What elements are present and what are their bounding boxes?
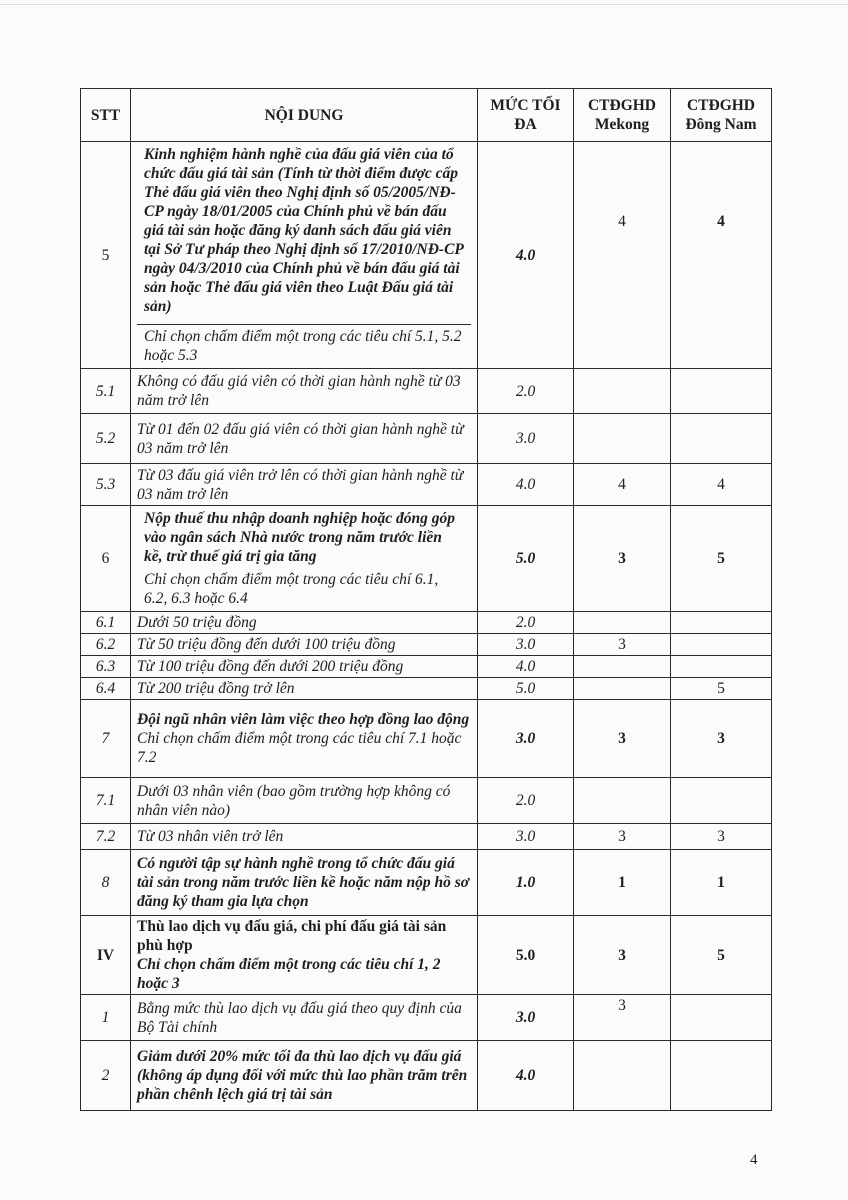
table-row (81, 634, 772, 656)
row-dong-nam-score (671, 656, 772, 678)
row-content (131, 995, 478, 1041)
table-row (81, 850, 772, 916)
row-max-score: 5.0 (478, 678, 574, 700)
row-dong-nam-score (671, 414, 772, 464)
page-number: 4 (750, 1152, 758, 1168)
row-stt: 6.2 (81, 634, 131, 656)
row-stt: IV (81, 916, 131, 995)
row-stt: 5.2 (81, 414, 131, 464)
row-mekong-score: 4 (574, 464, 671, 506)
header-dong-nam: CTĐGHD Đông Nam (671, 89, 772, 142)
row-mekong-score (574, 369, 671, 414)
row-content (131, 678, 478, 700)
row-dong-nam-score (671, 369, 772, 414)
row-content (131, 506, 478, 612)
row-content-text: Từ 100 triệu đồng đến dưới 200 triệu đồng (137, 658, 404, 675)
row-max-score: 2.0 (478, 612, 574, 634)
row-content-text: Giảm dưới 20% mức tối đa thù lao dịch vụ đấu giá (không áp dụng đối với mức thù lao phần trăm trên phần chênh lệch giá trị tài sản (137, 1048, 468, 1103)
row-content-text: Từ 03 đấu giá viên trở lên có thời gian hành nghề từ 03 năm trở lên (137, 466, 464, 503)
table-row (81, 142, 772, 369)
row-stt: 8 (81, 850, 131, 916)
row-content (131, 1041, 478, 1111)
row-content (131, 700, 478, 778)
row-dong-nam-score: 4 (671, 142, 772, 369)
row-content-text: Từ 03 nhân viên trở lên (137, 828, 284, 845)
table-row (81, 1041, 772, 1111)
row-dong-nam-score: 5 (671, 506, 772, 612)
row-content-text: Kinh nghiệm hành nghề của đấu giá viên của tổ chức đấu giá tài sản (Tính từ thời điểm được cấp Thẻ đấu giá viên theo Nghị định số 05/2005/NĐ-CP ngày 18/01/2005 của Chính phủ về bán đấu giá tài sản hoặc đăng ký danh sách đấu giá viên tại Sở Tư pháp theo Nghị định số 17/2010/NĐ-CP ngày 04/3/2010 của Chính phủ về bán đấu giá tài sản hoặc Thẻ đấu giá viên theo Luật Đấu giá tài sản) (144, 146, 464, 315)
row-dong-nam-score (671, 612, 772, 634)
row-max-score: 5.0 (478, 506, 574, 612)
row-mekong-score (574, 778, 671, 824)
header-stt: STT (81, 89, 131, 142)
row-content-text: Từ 01 đến 02 đấu giá viên có thời gian hành nghề từ 03 năm trở lên (137, 420, 464, 457)
table-row (81, 369, 772, 414)
row-note: Chỉ chọn chấm điểm một trong các tiêu chí 6.1, 6.2, 6.3 hoặc 6.4 (144, 571, 439, 607)
row-stt: 7.2 (81, 824, 131, 850)
row-max-score: 3.0 (478, 995, 574, 1041)
row-max-score: 4.0 (478, 1041, 574, 1111)
row-stt: 7.1 (81, 778, 131, 824)
header-mekong: CTĐGHD Mekong (574, 89, 671, 142)
row-max-score: 4.0 (478, 464, 574, 506)
row-stt: 2 (81, 1041, 131, 1111)
table-row (81, 464, 772, 506)
table-row (81, 700, 772, 778)
row-content-text: Thù lao dịch vụ đấu giá, chi phí đấu giá tài sản phù hợp (137, 918, 447, 954)
table-header-row (81, 89, 772, 142)
row-content (131, 369, 478, 414)
row-dong-nam-score (671, 634, 772, 656)
row-dong-nam-score: 1 (671, 850, 772, 916)
row-mekong-score (574, 414, 671, 464)
row-stt: 1 (81, 995, 131, 1041)
table-row (81, 612, 772, 634)
table-row (81, 824, 772, 850)
row-mekong-score: 3 (574, 634, 671, 656)
table-row (81, 916, 772, 995)
row-note: Chỉ chọn chấm điểm một trong các tiêu chí 7.1 hoặc 7.2 (137, 730, 462, 766)
row-content-text: Từ 200 triệu đồng trở lên (137, 680, 295, 697)
row-mekong-score (574, 656, 671, 678)
evaluation-table (80, 88, 772, 1111)
table-row (81, 506, 772, 612)
row-content (131, 142, 478, 369)
row-max-score: 4.0 (478, 142, 574, 369)
row-dong-nam-score: 3 (671, 700, 772, 778)
row-mekong-score: 3 (574, 700, 671, 778)
row-mekong-score: 3 (574, 916, 671, 995)
row-content (131, 850, 478, 916)
table-row (81, 656, 772, 678)
table-row (81, 414, 772, 464)
row-content-text: Không có đấu giá viên có thời gian hành nghề từ 03 năm trở lên (137, 373, 461, 409)
row-stt: 7 (81, 700, 131, 778)
row-content (131, 778, 478, 824)
row-max-score: 1.0 (478, 850, 574, 916)
table-row (81, 678, 772, 700)
row-content-text: Dưới 03 nhân viên (bao gồm trường hợp không có nhân viên nào) (137, 782, 451, 819)
table-row (81, 778, 772, 824)
row-max-score: 5.0 (478, 916, 574, 995)
row-mekong-score: 3 (574, 824, 671, 850)
row-content (131, 824, 478, 850)
row-mekong-score: 3 (574, 995, 671, 1041)
row-max-score: 2.0 (478, 778, 574, 824)
row-stt: 5 (81, 142, 131, 369)
row-content (131, 464, 478, 506)
row-stt: 6.4 (81, 678, 131, 700)
row-note: Chỉ chọn chấm điểm một trong các tiêu chí 5.1, 5.2 hoặc 5.3 (144, 328, 462, 364)
row-mekong-score: 3 (574, 506, 671, 612)
row-content (131, 916, 478, 995)
page-edge-line (0, 4, 848, 5)
row-content (131, 634, 478, 656)
row-mekong-score (574, 612, 671, 634)
row-dong-nam-score (671, 995, 772, 1041)
row-content (131, 656, 478, 678)
row-max-score: 3.0 (478, 700, 574, 778)
row-content-text: Dưới 50 triệu đồng (137, 614, 257, 631)
row-content-text: Bằng mức thù lao dịch vụ đấu giá theo quy định của Bộ Tài chính (137, 999, 462, 1036)
row-stt: 5.3 (81, 464, 131, 506)
row-max-score: 2.0 (478, 369, 574, 414)
row-note: Chỉ chọn chấm điểm một trong các tiêu chí 1, 2 hoặc 3 (137, 956, 441, 992)
row-content-text: Đội ngũ nhân viên làm việc theo hợp đồng lao động (137, 711, 470, 728)
row-mekong-score (574, 678, 671, 700)
row-stt: 6.3 (81, 656, 131, 678)
row-dong-nam-score (671, 1041, 772, 1111)
row-content-text: Từ 50 triệu đồng đến dưới 100 triệu đồng (137, 636, 396, 653)
row-mekong-score (574, 1041, 671, 1111)
row-dong-nam-score (671, 778, 772, 824)
header-noi-dung: NỘI DUNG (131, 89, 478, 142)
row-max-score: 3.0 (478, 824, 574, 850)
row-content-text: Nộp thuế thu nhập doanh nghiệp hoặc đóng góp vào ngân sách Nhà nước trong năm trước liền kề, trừ thuế giá trị gia tăng (144, 510, 455, 565)
row-dong-nam-score: 4 (671, 464, 772, 506)
row-mekong-score: 1 (574, 850, 671, 916)
row-content (131, 414, 478, 464)
row-dong-nam-score: 5 (671, 916, 772, 995)
row-content (131, 612, 478, 634)
row-mekong-score: 4 (574, 142, 671, 369)
header-muc-toi-da: MỨC TỐI ĐA (478, 89, 574, 142)
row-stt: 6 (81, 506, 131, 612)
table-row (81, 995, 772, 1041)
row-stt: 5.1 (81, 369, 131, 414)
row-max-score: 4.0 (478, 656, 574, 678)
row-dong-nam-score: 3 (671, 824, 772, 850)
row-max-score: 3.0 (478, 414, 574, 464)
row-content-text: Có người tập sự hành nghề trong tổ chức đấu giá tài sản trong năm trước liền kề hoặc năm nộp hồ sơ đăng ký tham gia lựa chọn (137, 855, 470, 910)
row-stt: 6.1 (81, 612, 131, 634)
row-max-score: 3.0 (478, 634, 574, 656)
row-dong-nam-score: 5 (671, 678, 772, 700)
